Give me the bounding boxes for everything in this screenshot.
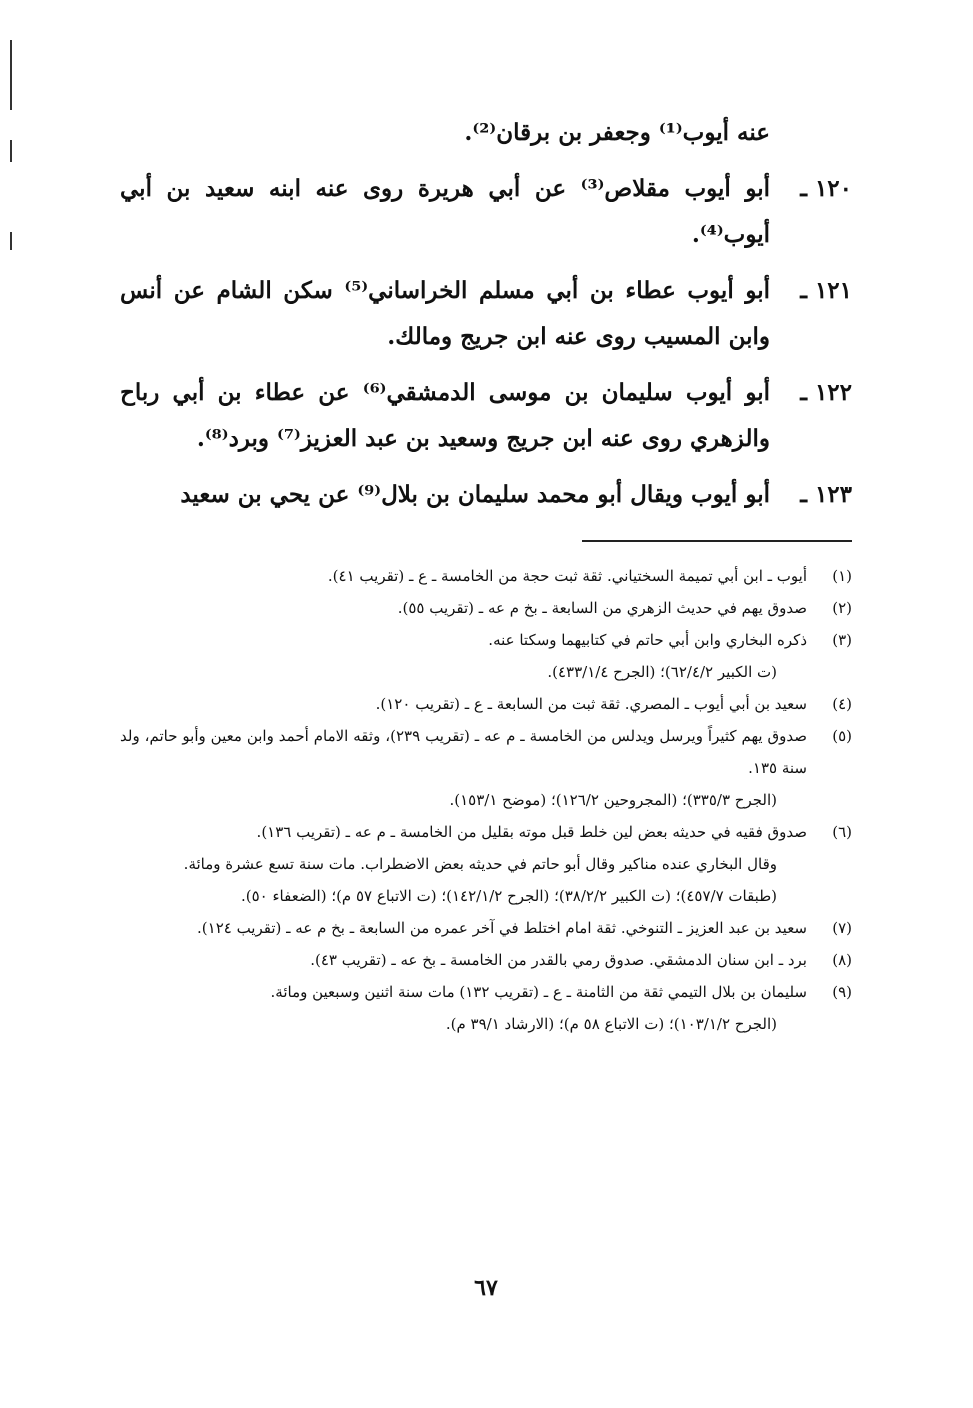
footnote-number: (٨) <box>832 951 852 969</box>
footnote <box>120 912 852 944</box>
footnote-line: سعيد بن عبد العزيز ـ التنوخي. ثقة امام اختلط في آخر عمره من السابعة ـ بخ م عه ـ (تقريب ١٢٤). <box>197 919 807 937</box>
footnote-text <box>120 624 852 688</box>
footnote-number: (٥) <box>832 727 852 745</box>
footnote <box>120 624 852 688</box>
entry-text: عنه أيوب⁽¹⁾ وجعفر بن برقان⁽²⁾. <box>464 119 770 146</box>
entry-121 <box>120 268 852 360</box>
footnote-text <box>120 720 852 816</box>
footnote <box>120 944 852 976</box>
entry-number: ١٢٣ ـ <box>800 481 852 508</box>
main-text <box>120 110 852 528</box>
entry-122 <box>120 370 852 462</box>
scan-margin-line-top <box>10 40 12 110</box>
footnote-number: (٣) <box>832 631 852 649</box>
entry-text: أبو أيوب عطاء بن أبي مسلم الخراساني⁽⁵⁾ سكن الشام عن أنس وابن المسيب روى عنه ابن جريج ومالك. <box>120 277 770 350</box>
footnote-line: سليمان بن بلال التيمي ثقة من الثامنة ـ ع ـ (تقريب ١٣٢) مات سنة اثنين وسبعين ومائة. <box>270 983 807 1001</box>
footnote-line: صدوق يهم في حديث الزهري من السابعة ـ بخ م عه ـ (تقريب ٥٥). <box>397 599 807 617</box>
scan-margin-line-low <box>10 232 12 250</box>
footnote-text <box>120 688 852 720</box>
footnote <box>120 560 852 592</box>
entry-continuation <box>120 110 852 156</box>
entry-text: أبو أيوب ويقال أبو محمد سليمان بن بلال⁽⁹⁾ عن يحي بن سعيد <box>180 481 770 508</box>
footnote-text <box>120 944 852 976</box>
footnote-line: وقال البخاري عنده مناكير وقال أبو حاتم في حديثه بعض الاضطراب. مات سنة تسع عشرة ومائة. <box>183 855 777 873</box>
footnote-number: (٦) <box>832 823 852 841</box>
footnote <box>120 688 852 720</box>
entry-number: ١٢٢ ـ <box>800 379 852 406</box>
entry-text: أبو أيوب مقلاص⁽³⁾ عن أبي هريرة روى عنه ابنه سعيد بن أبي أيوب⁽⁴⁾. <box>120 175 770 248</box>
footnote-line: صدوق فقيه في حديثه بعض لين خلط قبل موته بقليل من الخامسة ـ م عه ـ (تقريب ١٣٦). <box>256 823 807 841</box>
footnote-text <box>120 912 852 944</box>
entry-120 <box>120 166 852 258</box>
page-number: ٦٧ <box>474 1275 498 1301</box>
entry-number: ١٢٠ ـ <box>800 175 852 202</box>
footnote-number: (٤) <box>832 695 852 713</box>
footnotes <box>120 560 852 1040</box>
footnote <box>120 720 852 816</box>
footnote-number: (٧) <box>832 919 852 937</box>
footnote-line: سعيد بن أبي أيوب ـ المصري. ثقة ثبت من السابعة ـ ع ـ (تقريب ١٢٠). <box>375 695 807 713</box>
footnote-text <box>120 592 852 624</box>
footnote-line: أيوب ـ ابن أبي تميمة السختياني. ثقة ثبت حجة من الخامسة ـ ع ـ (تقريب ٤١). <box>327 567 807 585</box>
footnote-line: برد ـ ابن سنان الدمشقي. صدوق رمي بالقدر من الخامسة ـ بخ عه ـ (تقريب ٤٣). <box>310 951 807 969</box>
footnote-number: (٢) <box>832 599 852 617</box>
footnote-separator <box>582 540 852 542</box>
footnote-text <box>120 816 852 912</box>
footnote-line: صدوق يهم كثيراً ويرسل ويدلس من الخامسة ـ م عه ـ (تقريب ٢٣٩)، وثقه الامام أحمد وابن معين وأبو حاتم، ولد سنة ١٣٥. <box>120 727 807 777</box>
footnote-line: (ت الكبير ٦٢/٤/٢)؛ (الجرح ٤٣٣/١/٤). <box>547 663 777 681</box>
footnote-text <box>120 976 852 1040</box>
footnote <box>120 976 852 1040</box>
scan-margin-line-mid <box>10 140 12 162</box>
footnote-line: (الجرح ١٠٣/١/٢)؛ (ت الاتباع ٥٨ م)؛ (الارشاد ٣٩/١ م). <box>445 1015 777 1033</box>
footnote-line: (الجرح ٣٣٥/٣)؛ (المجروحين ١٢٦/٢)؛ (موضح ١٥٣/١). <box>449 791 777 809</box>
entry-123 <box>120 472 852 518</box>
footnote <box>120 592 852 624</box>
entry-text: أبو أيوب سليمان بن موسى الدمشقي⁽⁶⁾ عن عطاء بن أبي رباح والزهري روى عنه ابن جريج وسعيد بن عبد العزيز⁽⁷⁾ وبرد⁽⁸⁾. <box>120 379 770 452</box>
footnote-text <box>120 560 852 592</box>
footnote-line: (طبقات ٤٥٧/٧)؛ (ت الكبير ٣٨/٢/٢)؛ (الجرح ١٤٢/١/٢)؛ (ت الاتباع ٥٧ م)؛ (الضعفاء ٥٠). <box>240 887 777 905</box>
footnote-number: (١) <box>832 567 852 585</box>
footnote-number: (٩) <box>832 983 852 1001</box>
entry-number: ١٢١ ـ <box>800 277 852 304</box>
footnote-line: ذكره البخاري وابن أبي حاتم في كتابيهما وسكتا عنه. <box>488 631 807 649</box>
footnote <box>120 816 852 912</box>
